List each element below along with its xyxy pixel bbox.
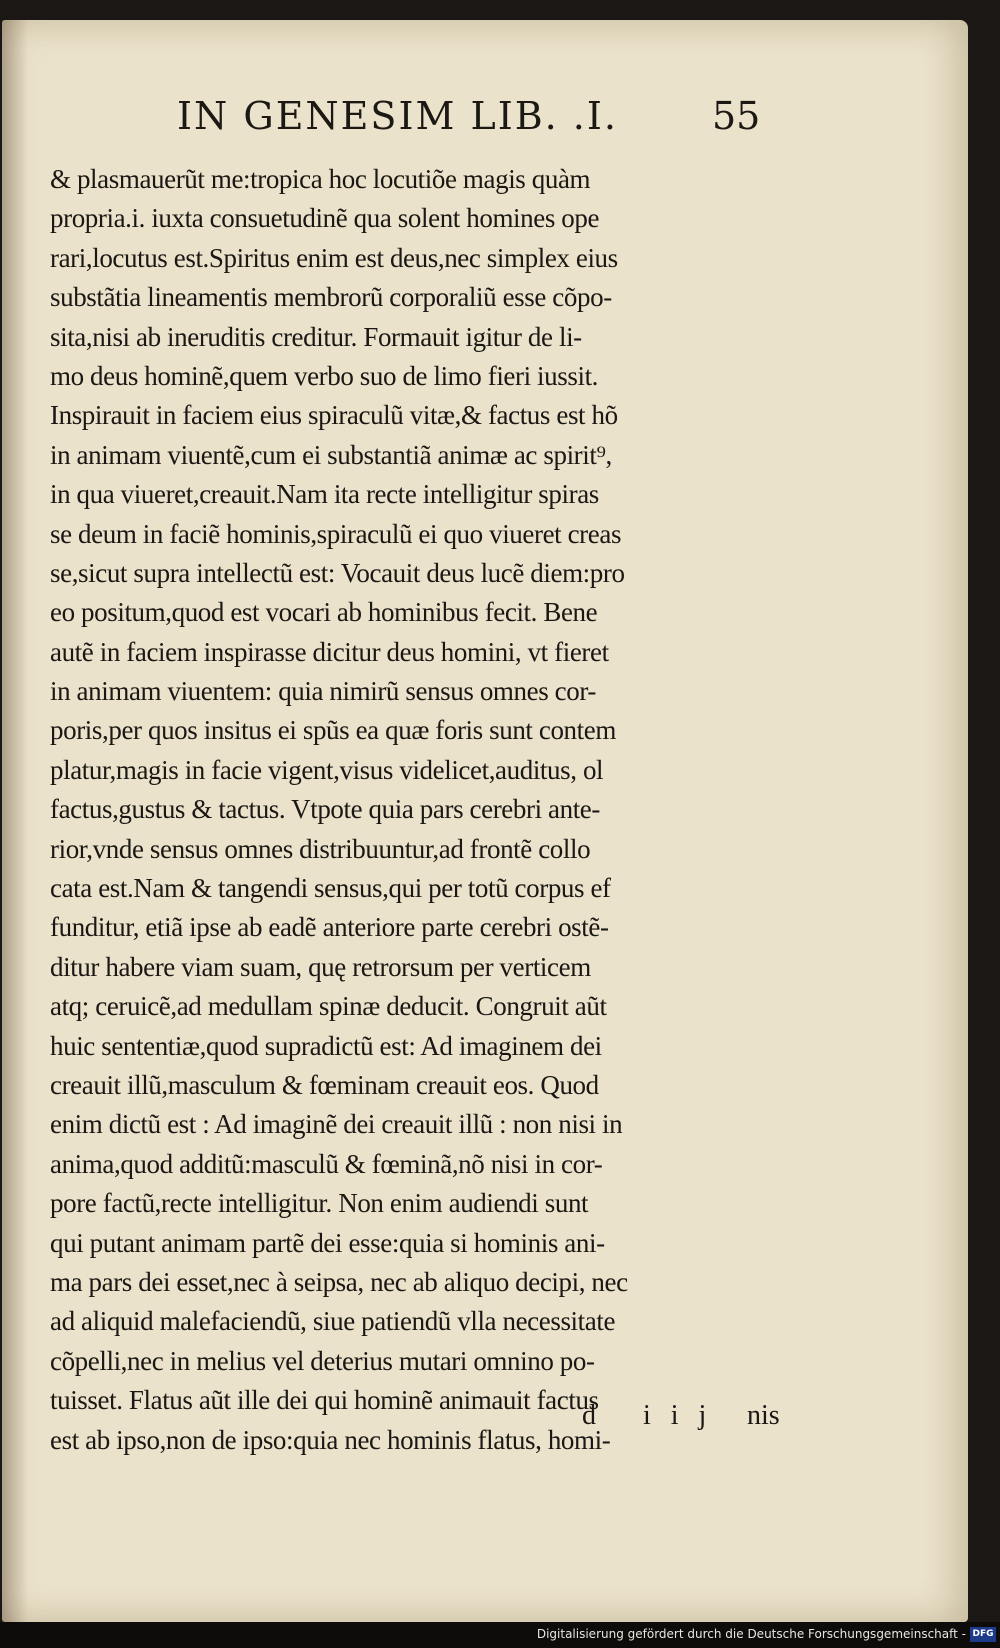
page-footer bbox=[2, 1400, 968, 1440]
body-text bbox=[50, 160, 790, 1460]
text-line: autẽ in faciem inspirasse dicitur deus homini, vt fieret bbox=[50, 636, 609, 667]
catchword: nis bbox=[747, 1400, 780, 1431]
page-gutter-shadow bbox=[2, 20, 28, 1622]
text-line: cata est.Nam & tangendi sensus,qui per totũ corpus ef bbox=[50, 873, 611, 904]
text-line: anima,quod additũ:masculũ & fœminã,nõ nisi in cor- bbox=[50, 1148, 603, 1179]
text-line: platur,magis in facie vigent,visus videlicet,auditus, ol bbox=[50, 754, 604, 785]
text-line: ma pars dei esset,nec à seipsa, nec ab aliquo decipi, nec bbox=[50, 1266, 628, 1297]
book-page bbox=[2, 20, 968, 1622]
signature-mark: d iij bbox=[582, 1400, 727, 1431]
text-line: poris,per quos insitus ei spũs ea quæ foris sunt contem bbox=[50, 715, 616, 746]
credit-bar bbox=[0, 1622, 1000, 1648]
text-line: sita,nisi ab ineruditis creditur. Formauit igitur de li- bbox=[50, 321, 582, 352]
text-line: se,sicut supra intellectũ est: Vocauit deus lucẽ diem:pro bbox=[50, 557, 625, 588]
text-line: & plasmauerũt me:tropica hoc locutiõe magis quàm bbox=[50, 164, 591, 194]
text-line: est ab ipso,non de ipso:quia nec hominis flatus, homi- bbox=[50, 1424, 611, 1455]
dfg-logo-icon: DFG bbox=[970, 1627, 996, 1642]
text-line: eo positum,quod est vocari ab hominibus fecit. Bene bbox=[50, 597, 598, 628]
text-line: ditur habere viam suam, quę retrorsum per verticem bbox=[50, 951, 591, 982]
text-line: Inspirauit in faciem eius spiraculũ vitæ,& factus est hõ bbox=[50, 400, 618, 431]
text-line: huic sententiæ,quod supradictũ est: Ad imaginem dei bbox=[50, 1030, 602, 1061]
text-line: atq; ceruicẽ,ad medullam spinæ deducit. Congruit aũt bbox=[50, 991, 607, 1022]
text-line: cõpelli,nec in melius vel deterius mutari omnino po- bbox=[50, 1345, 595, 1376]
running-head-title: IN GENESIM LIB. .I. bbox=[177, 94, 618, 138]
text-line: mo deus hominẽ,quem verbo suo de limo fieri iussit. bbox=[50, 360, 599, 391]
text-line: substãtia lineamentis membrorũ corporaliũ esse cõpo- bbox=[50, 282, 612, 313]
text-line: funditur, etiã ipse ab eadẽ anteriore parte cerebri ostẽ- bbox=[50, 912, 609, 943]
text-line: enim dictũ est : Ad imaginẽ dei creauit illũ : non nisi in bbox=[50, 1109, 623, 1140]
text-line: tuisset. Flatus aũt ille dei qui hominẽ animauit factus bbox=[50, 1385, 599, 1416]
text-line: pore factũ,recte intelligitur. Non enim audiendi sunt bbox=[50, 1188, 589, 1219]
text-line: creauit illũ,masculum & fœminam creauit eos. Quod bbox=[50, 1069, 599, 1100]
credit-text: Digitalisierung gefördert durch die Deutsche Forschungsgemeinschaft - bbox=[536, 1627, 966, 1641]
text-line: in animam viuentem: quia nimirũ sensus omnes cor- bbox=[50, 676, 597, 707]
text-line: in qua viueret,creauit.Nam ita recte intelligitur spiras bbox=[50, 479, 599, 510]
text-line: factus,gustus & tactus. Vtpote quia pars cerebri ante- bbox=[50, 794, 600, 825]
text-line: in animam viuentẽ,cum ei substantiã animæ ac spirit⁹, bbox=[50, 439, 612, 470]
page-number: 55 bbox=[712, 94, 761, 138]
text-line: se deum in faciẽ hominis,spiraculũ ei quo viueret creas bbox=[50, 518, 622, 549]
text-line: qui putant animam partẽ dei esse:quia si hominis ani- bbox=[50, 1227, 605, 1258]
text-line: rari,locutus est.Spiritus enim est deus,nec simplex eius bbox=[50, 242, 618, 273]
text-line: propria.i. iuxta consuetudinẽ qua solent homines ope bbox=[50, 203, 600, 234]
text-line: rior,vnde sensus omnes distribuuntur,ad frontẽ collo bbox=[50, 833, 591, 864]
running-head bbox=[2, 94, 968, 144]
text-line: ad aliquid malefaciendũ, siue patiendũ vlla necessitate bbox=[50, 1306, 616, 1337]
